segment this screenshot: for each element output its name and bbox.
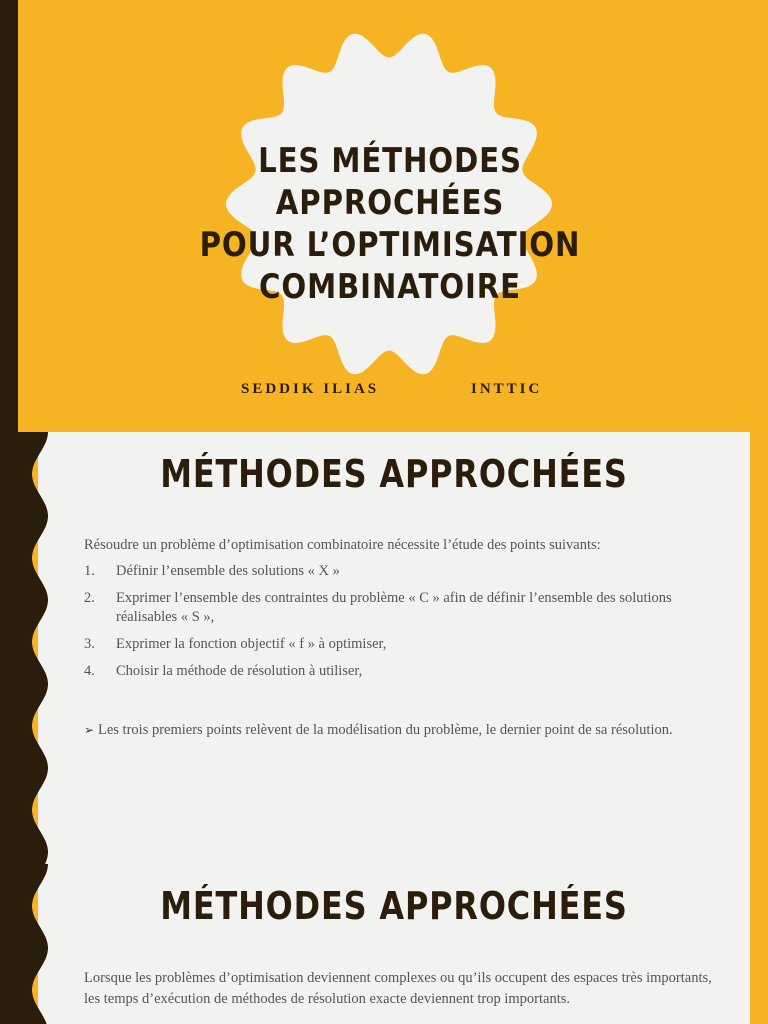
title-line: LES MÉTHODES APPROCHÉES bbox=[258, 141, 522, 223]
list-item bbox=[84, 562, 704, 581]
wavy-left-border bbox=[0, 432, 60, 864]
title-slide bbox=[0, 0, 768, 432]
title-line: POUR L’OPTIMISATION bbox=[199, 225, 581, 265]
title-line: COMBINATOIRE bbox=[259, 267, 521, 307]
slide-heading: MÉTHODES APPROCHÉES bbox=[160, 884, 628, 928]
paragraph-text: Lorsque les problèmes d’optimisation deviennent complexes ou qu’ils occupent des espaces très importants, les temps d’exécution de méthodes de résolution exacte deviennent trop importants. bbox=[84, 970, 712, 1007]
list-item bbox=[84, 589, 704, 627]
list-number: 2. bbox=[84, 590, 95, 606]
list-item-text: Définir l’ensemble des solutions « X » bbox=[116, 563, 340, 579]
list-item-text: Exprimer la fonction objectif « f » à optimiser, bbox=[116, 636, 387, 652]
intro-text: Résoudre un problème d’optimisation combinatoire nécessite l’étude des points suivants: bbox=[84, 537, 601, 553]
author-name: SEDDIK ILIAS bbox=[241, 381, 380, 397]
arrow-bullet-icon: ➢ bbox=[84, 723, 95, 737]
list-number: 4. bbox=[84, 663, 95, 679]
list-item-text: Exprimer l’ensemble des contraintes du problème « C » afin de définir l’ensemble des solutions réalisables « S », bbox=[116, 590, 672, 625]
content-slide-2 bbox=[0, 864, 768, 1024]
slide-heading: MÉTHODES APPROCHÉES bbox=[160, 452, 628, 496]
list-item bbox=[84, 635, 704, 654]
arrow-bullet-point bbox=[84, 718, 708, 743]
presentation-title bbox=[158, 140, 622, 308]
list-number: 3. bbox=[84, 636, 95, 652]
wavy-left-border bbox=[0, 864, 60, 1024]
bullet-text: Les trois premiers points relèvent de la modélisation du problème, le dernier point de sa résolution. bbox=[98, 722, 673, 738]
organization-name: INTTIC bbox=[471, 381, 543, 397]
numbered-list bbox=[84, 562, 704, 689]
content-slide-1 bbox=[0, 432, 768, 864]
list-item bbox=[84, 662, 704, 681]
list-item-text: Choisir la méthode de résolution à utiliser, bbox=[116, 663, 363, 679]
list-number: 1. bbox=[84, 563, 95, 579]
